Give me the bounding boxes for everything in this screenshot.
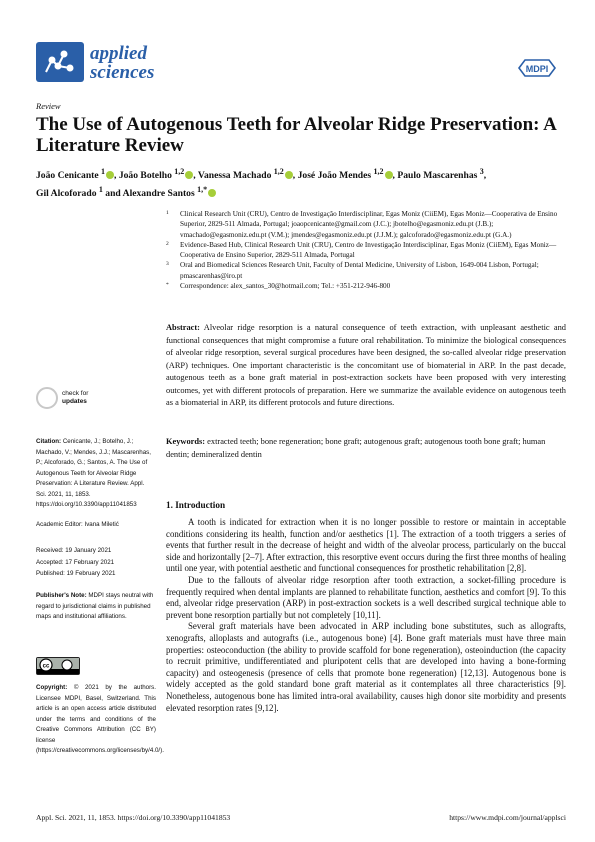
author[interactable]: João Botelho $^{1,2}$ (119, 170, 193, 181)
author[interactable]: Alexandre Santos $^{1,*}$ (123, 188, 216, 199)
copyright-block: Copyright: © 2021 by the authors. Licensee MDPI, Basel, Switzerland. This article is an open access article distributed under the terms and conditions of the Creative Commons Attribution (CC BY) license (https://creativecommons.org/licenses/by/4.0/). (36, 684, 164, 754)
publisher-note: Publisher's Note: MDPI stays neutral with regard to jurisdictional claims in published maps and institutional affiliations. (36, 592, 154, 620)
affiliation-item: 3 Oral and Biomedical Sciences Research Unit, Faculty of Dental Medicine, University of Lisbon, 1649-004 Lisbon, Portugal; pmascarenhas@iro.pt (166, 261, 539, 280)
journal-name-line1: applied (90, 43, 147, 64)
academic-editor: Academic Editor: Ivana Miletić (36, 521, 119, 528)
author[interactable]: Paulo Mascarenhas $^3$ (397, 167, 484, 182)
introduction-body (166, 517, 566, 714)
journal-name (90, 44, 154, 82)
abstract (166, 322, 566, 410)
author[interactable]: José João Mendes $^{1,2}$ (298, 170, 393, 181)
article-type: Review (36, 101, 61, 111)
citation-block: Citation: Cenicante, J.; Botelho, J.; Machado, V.; Mendes, J.J.; Mascarenhas, P.; Alcoforado, G.; Santos, A. The Use of Autogenous Teeth for Alveolar Ridge Preservation: A Literature Review. Appl. Sci. 2021, 11, 1853. https://doi.org/10.3390/app11041853 (36, 438, 151, 508)
check-for-updates-button[interactable] (36, 387, 128, 411)
author-list: João Cenicante $^1$ , João Botelho $^{1,2}$ , Vanessa Machado $^{1,2}$ , José João Mendes $^{1,2}$ , Paulo Mascarenhas $^3$, Gil Alcoforado $^1$ and Alexandre Santos $^{1,*}$ (36, 167, 487, 200)
paragraph: A tooth is indicated for extraction when it is no longer possible to restore or maintain in acceptable conditions considering its health, function and/or aesthetics [1]. The extraction of a tooth triggers a series of events that further result in the decrease of height and width of the alveolar process, particularly on the buccal side and horizontally [2–7]. After extraction, this resorptive event occurs during the first three months of healing until one year, with potential aesthetic and functional consequences for prosthetic rehabilitation [2,8]. (166, 517, 566, 574)
accepted-date: Accepted: 17 February 2021 (36, 558, 115, 566)
received-date: Received: 19 January 2021 (36, 547, 112, 554)
footer-journal-url[interactable]: https://www.mdpi.com/journal/applsci (449, 813, 566, 822)
section-heading: 1. Introduction (166, 500, 226, 510)
publication-dates (36, 545, 115, 580)
abstract-label: Abstract: (166, 323, 200, 332)
affiliations (166, 209, 566, 291)
check-updates-line1: check for (62, 390, 89, 397)
footer-citation[interactable]: Appl. Sci. 2021, 11, 1853. https://doi.org/10.3390/app11041853 (36, 813, 231, 822)
orcid-icon[interactable] (208, 189, 216, 197)
author[interactable]: Vanessa Machado $^{1,2}$ (198, 170, 293, 181)
abstract-text: Alveolar ridge resorption is a natural consequence of teeth extraction, with unpleasant aesthetic and functional consequences that might compromise a future oral rehabilitation. To minimize the biological consequences of alveolar ridge resorption, several surgical procedures have been designed, the so-called alveolar ridge preservation (ARP) techniques. One important characteristic is the concomitant use of biomaterial in ARP. In the past decade, autogenous teeth as a bone graft material in post-extraction sockets have been proposed with very interesting outcomes, yet with different protocols of preparation. Here we summarize the available evidence on autogenous teeth as a biomaterial in ARP, its different protocols and future directions. (166, 323, 566, 407)
journal-name-line2: sciences (90, 62, 155, 83)
author[interactable]: Gil Alcoforado $^1$ (36, 185, 103, 200)
article-title: The Use of Autogenous Teeth for Alveolar Ridge Preservation: A Literature Review (36, 114, 556, 156)
orcid-icon[interactable] (285, 171, 293, 179)
affiliation-item: 1 Clinical Research Unit (CRU), Centro de Investigação Interdisciplinar, Egas Moniz (CiiEM), Egas Moniz—Cooperativa de Ensino Superior, 2829-511 Almada, Portugal; joaopcenicante@gmail.com (J.C.); jbotelho@egasmoniz.edu.pt (J.B.); vmachado@egasmoniz.edu.pt (V.M.); jmendes@egasmoniz.edu.pt (J.J.M.); galcoforado@egasmoniz.edu.pt (G.A.) (166, 210, 558, 239)
check-updates-line2: updates (62, 398, 87, 405)
orcid-icon[interactable] (185, 171, 193, 179)
orcid-icon[interactable] (106, 171, 114, 179)
keywords (166, 436, 566, 461)
svg-text:cc: cc (42, 663, 50, 670)
keywords-text: extracted teeth; bone regeneration; bone graft; autogenous graft; autogenous tooth bone graft; human dentin; demineralized dentin (166, 437, 546, 459)
paragraph: Several graft materials have been advocated in ARP including bone substitutes, such as allografts, xenografts, alloplasts and autografts (i.e., autogenous bone) [4]. Bone graft materials must have three main properties: osteoconduction (the ability to provide scaffold for bone regeneration), osteoinduction (the capacity to recruit primitive, undifferentiated and pluripotent cells that are developed into having a bone-forming capacity) and osteogenesis (presence of cells that promote bone regeneration) [12,13]. Autogenous bone is widely accepted as the gold standard bone graft material as it contemplates all three characteristics [9]. Nonetheless, autogenous bone has limited intra-oral availability, causes high donor site morbidity and presents elevated resorption rates [9,12]. (166, 621, 566, 713)
keywords-label: Keywords: (166, 437, 206, 446)
journal-logo-icon (36, 42, 84, 82)
author[interactable]: João Cenicante $^1$ (36, 170, 114, 181)
mdpi-logo-icon (517, 58, 557, 78)
publisher-logo-text: MDPI (525, 64, 549, 74)
orcid-icon[interactable] (385, 171, 393, 179)
affiliation-item: * Correspondence: alex_santos_30@hotmail.com; Tel.: +351-212-946-800 (166, 282, 391, 291)
paragraph: Due to the fallouts of alveolar ridge resorption after tooth extraction, a socket-filling procedure is frequently required when dental implants are planned to rehabilitate function, aesthetics and comfort [9]. To this end, alveolar ridge preservation (ARP) in post-extraction sockets is a well described surgical technique able to prevent bone resorption partially but not completely [10,11]. (166, 574, 566, 620)
check-updates-icon (36, 387, 58, 409)
affiliation-item: 2 Evidence-Based Hub, Clinical Research Unit (CRU), Centro de Investigação Interdisciplinar, Egas Moniz (CiiEM), Egas Moniz—Cooperativa de Ensino Superior, 2829-511 Almada, Portugal (166, 240, 557, 260)
published-date: Published: 19 February 2021 (36, 570, 116, 577)
cc-by-license-icon[interactable] (36, 657, 80, 675)
